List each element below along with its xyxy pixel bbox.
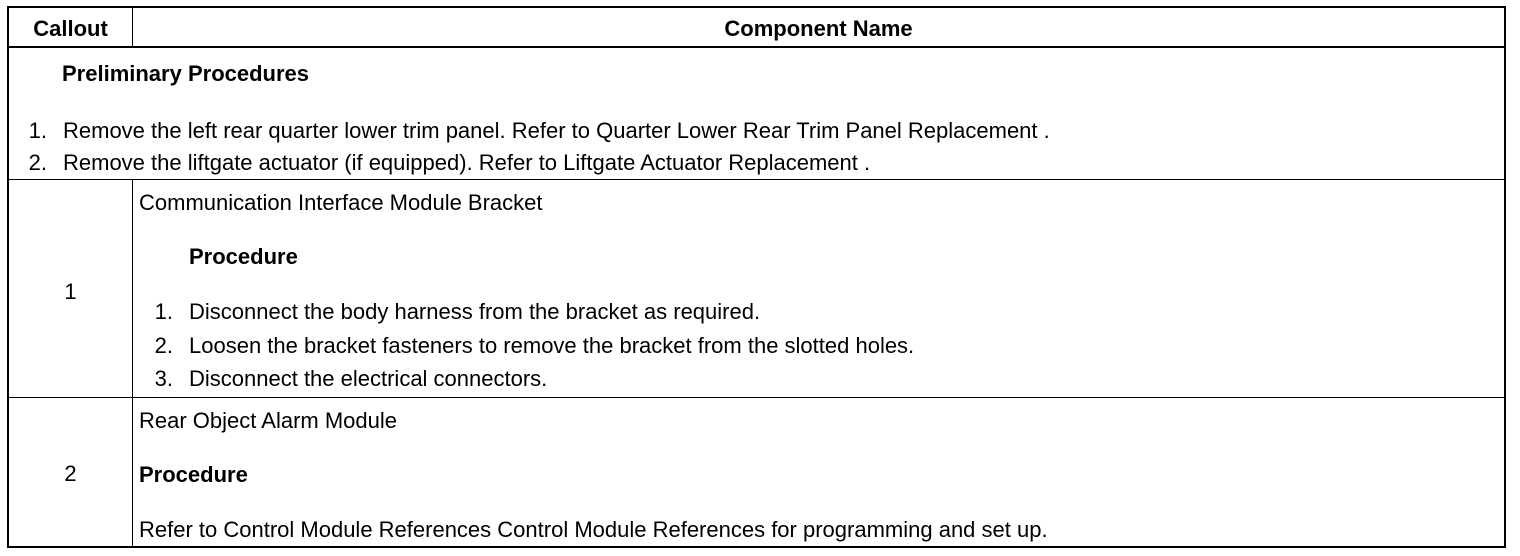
procedure-step-3-number: 3.: [154, 366, 173, 391]
component-name: Rear Object Alarm Module: [139, 408, 397, 433]
callout-header-cell: [9, 8, 133, 46]
procedure-title: Procedure: [139, 462, 248, 487]
preliminary-procedures-title: Preliminary Procedures: [62, 61, 310, 86]
component-cell: [133, 398, 1504, 546]
callout-number: 2: [64, 461, 77, 486]
procedure-note: Refer to Control Module References Control Module References for programming and set up.: [139, 517, 1048, 542]
callout-cell: [9, 180, 133, 397]
component-name-header: Component Name: [724, 16, 913, 41]
procedure-step-1-text: Disconnect the body harness from the bracket as required.: [189, 299, 761, 324]
prelim-step-2-number: 2.: [28, 150, 47, 175]
callout-number: 1: [64, 279, 77, 304]
callout-cell: [9, 398, 133, 546]
prelim-step-1-number: 1.: [28, 118, 47, 143]
component-name-header-cell: [133, 8, 1504, 46]
prelim-step-1-text: Remove the left rear quarter lower trim panel. Refer to Quarter Lower Rear Trim Panel Replacement .: [63, 118, 1050, 143]
component-name: Communication Interface Module Bracket: [139, 190, 543, 215]
table-row: [9, 398, 1504, 546]
procedure-step-2-text: Loosen the bracket fasteners to remove the bracket from the slotted holes.: [189, 333, 915, 358]
preliminary-procedures-row: [9, 48, 1504, 180]
procedure-step-3-text: Disconnect the electrical connectors.: [189, 366, 548, 391]
table-header-row: [9, 8, 1504, 48]
table-row: [9, 180, 1504, 398]
callout-header: Callout: [33, 16, 108, 41]
procedure-step-2-number: 2.: [154, 333, 173, 358]
component-cell: [133, 180, 1504, 397]
procedure-title: Procedure: [189, 244, 298, 269]
component-table: [7, 6, 1506, 548]
prelim-step-2-text: Remove the liftgate actuator (if equipped). Refer to Liftgate Actuator Replacement .: [63, 150, 871, 175]
procedure-step-1-number: 1.: [154, 299, 173, 324]
